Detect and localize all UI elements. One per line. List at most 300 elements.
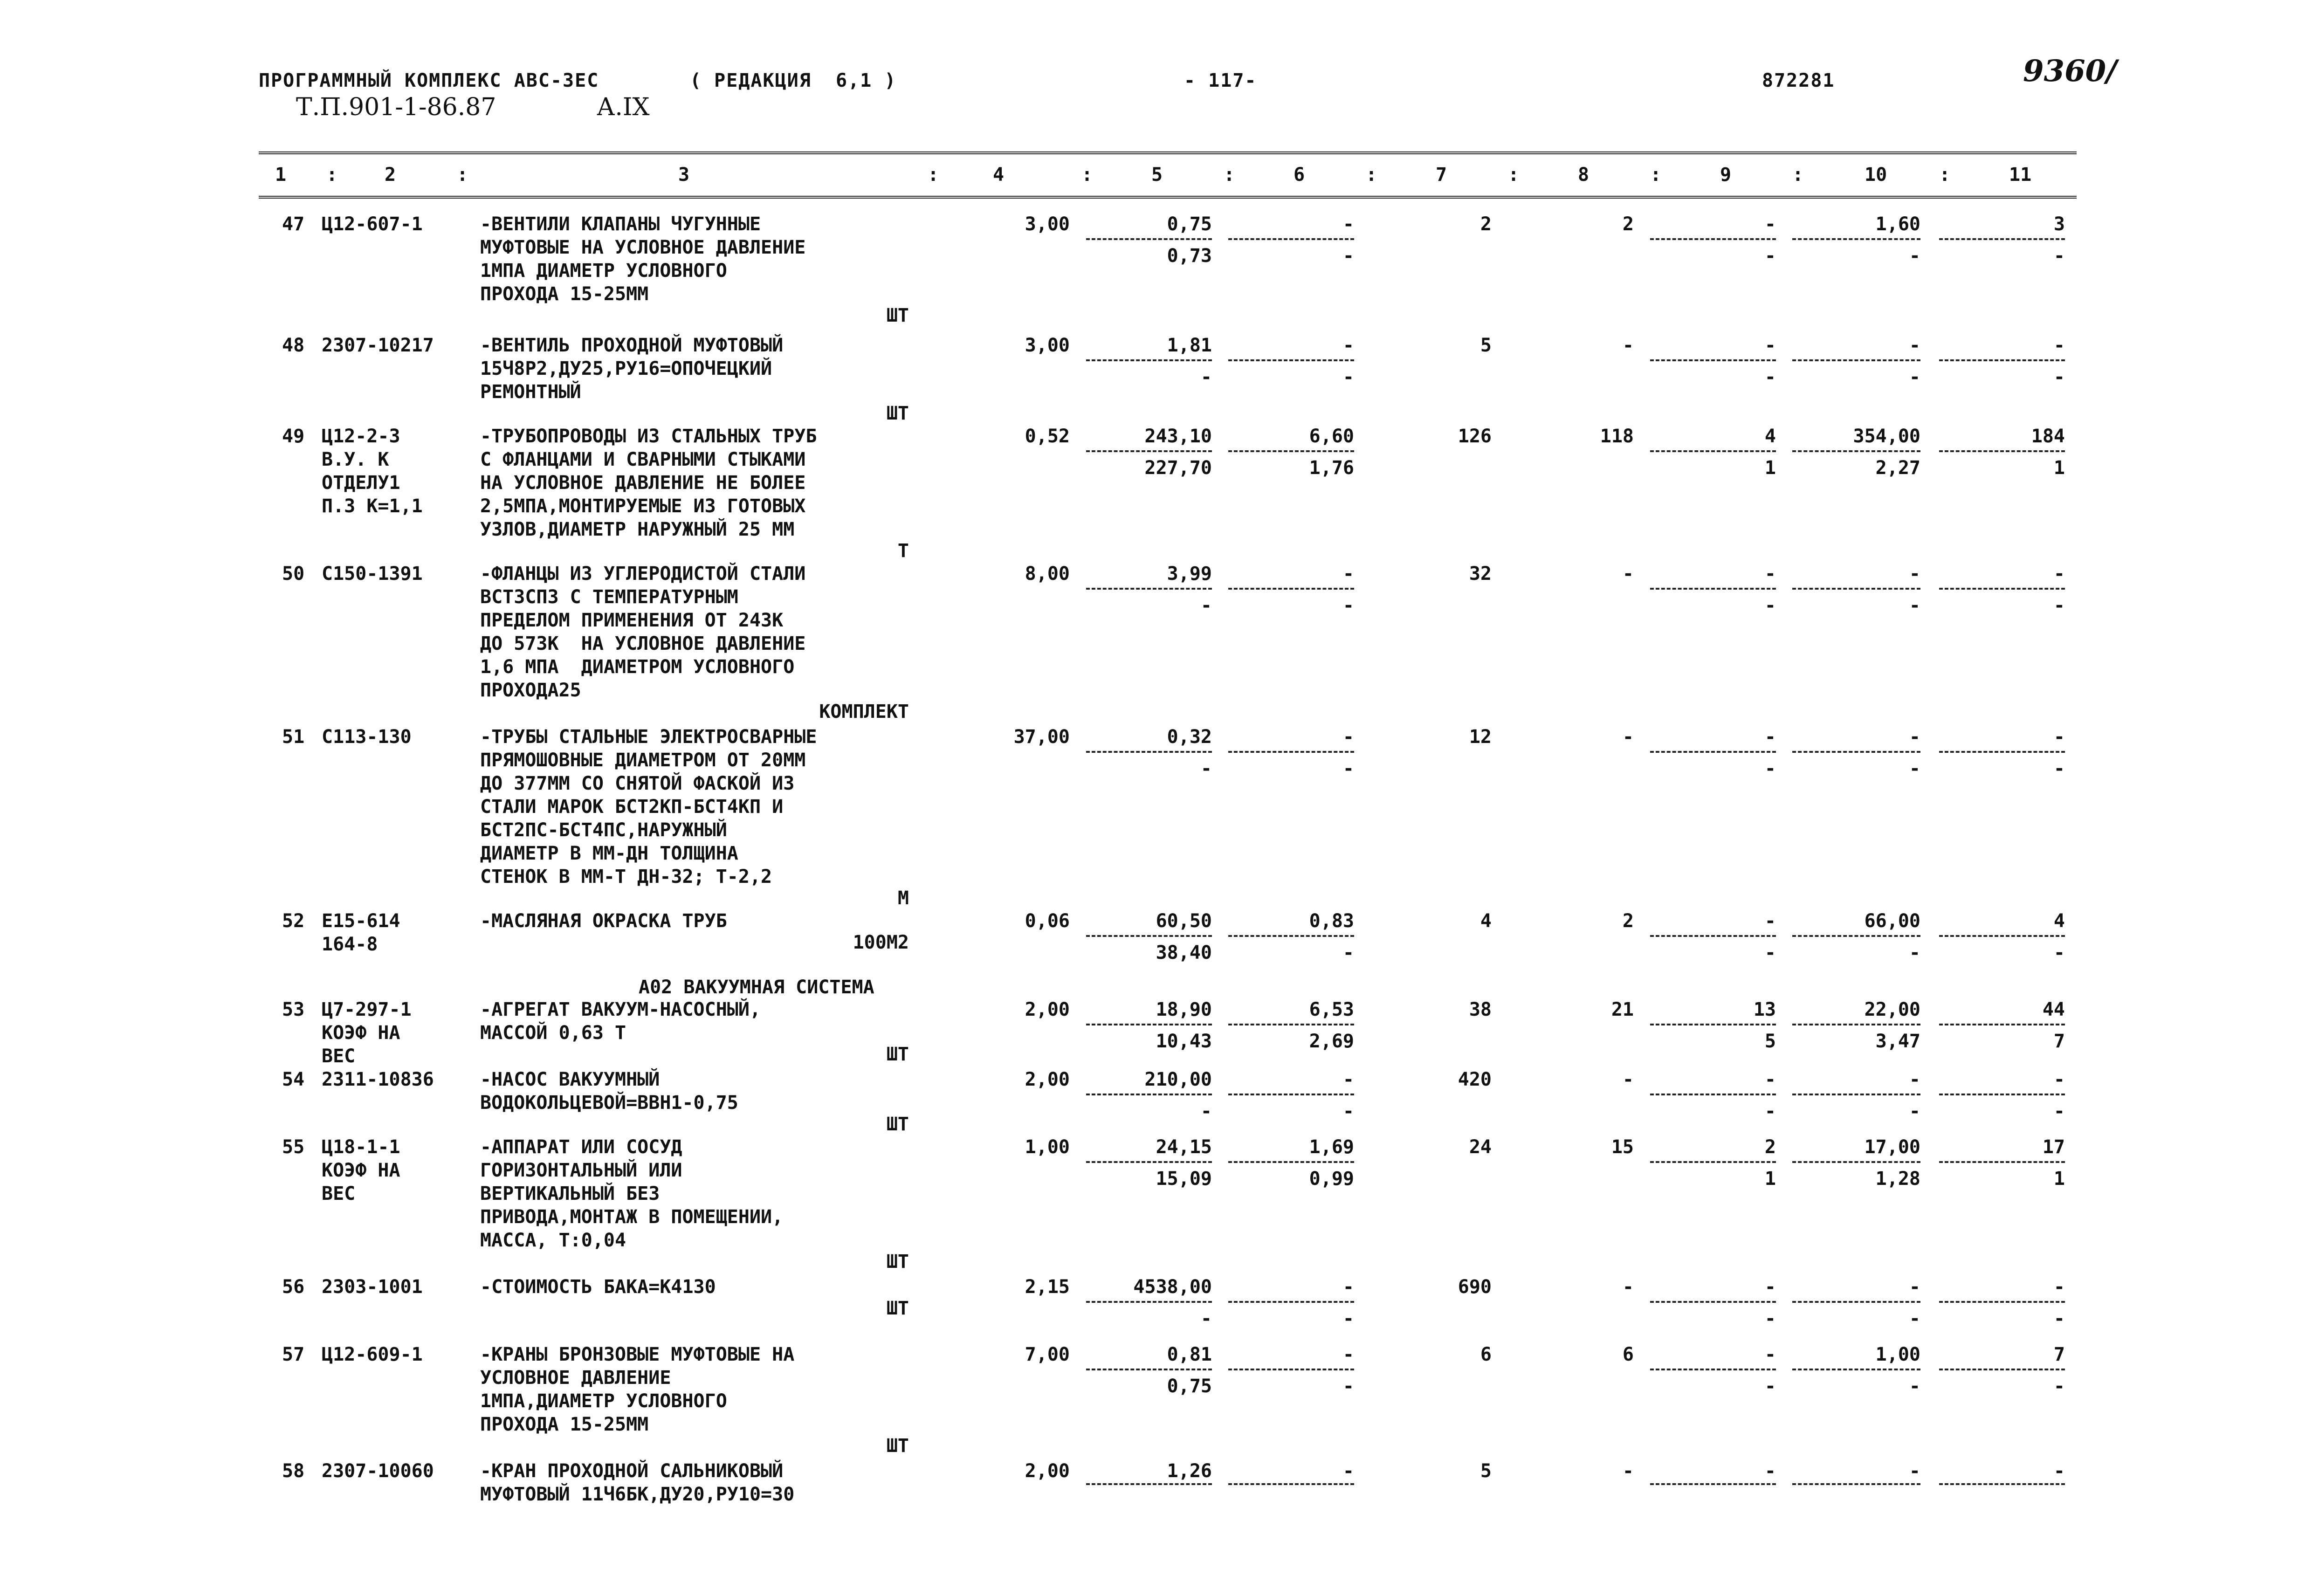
value-col-8: 21 bbox=[1611, 999, 1634, 1020]
sheet-number: 9360/ bbox=[2023, 54, 2117, 89]
value-divider bbox=[1650, 1094, 1776, 1095]
column-separator: : bbox=[1081, 164, 1093, 186]
subvalue-col-5: 10,43 bbox=[1156, 1031, 1212, 1052]
value-divider bbox=[1650, 751, 1776, 753]
subvalue-col-9: - bbox=[1764, 1308, 1776, 1329]
resource-code: Е15-614 bbox=[322, 910, 400, 932]
item-description: 1МПА ДИАМЕТР УСЛОВНОГО bbox=[480, 260, 727, 282]
subvalue-col-10: - bbox=[1909, 1101, 1920, 1122]
item-description: -НАСОС ВАКУУМНЫЙ bbox=[480, 1069, 660, 1090]
item-description: С ФЛАНЦАМИ И СВАРНЫМИ СТЫКАМИ bbox=[480, 449, 806, 470]
value-col-7: 126 bbox=[1458, 426, 1492, 447]
column-separator: : bbox=[457, 164, 468, 186]
subvalue-col-9: - bbox=[1764, 366, 1776, 388]
value-col-6: - bbox=[1342, 1069, 1354, 1090]
subvalue-col-5: - bbox=[1200, 595, 1212, 616]
subvalue-col-11: 1 bbox=[2053, 1168, 2065, 1190]
value-col-10: 66,00 bbox=[1864, 910, 1920, 932]
subvalue-col-6: - bbox=[1342, 758, 1354, 779]
column-separator: : bbox=[1792, 164, 1804, 186]
row-number: 55 bbox=[282, 1136, 305, 1158]
value-divider bbox=[1939, 450, 2065, 452]
value-divider bbox=[1086, 1024, 1212, 1025]
value-divider bbox=[1650, 1161, 1776, 1163]
column-header-11: 11 bbox=[2009, 164, 2032, 186]
value-col-5: 243,10 bbox=[1144, 426, 1212, 447]
value-divider bbox=[1228, 751, 1354, 753]
value-col-9: - bbox=[1764, 1069, 1776, 1090]
item-description: ДО 573К НА УСЛОВНОЕ ДАВЛЕНИЕ bbox=[480, 633, 806, 654]
value-col-4: 2,15 bbox=[1025, 1276, 1070, 1298]
header-top-rule bbox=[259, 151, 2077, 154]
subvalue-col-9: - bbox=[1764, 1376, 1776, 1397]
value-col-5: 4538,00 bbox=[1133, 1276, 1212, 1298]
value-divider bbox=[1939, 1301, 2065, 1303]
value-divider bbox=[1792, 1301, 1920, 1303]
header-bottom-rule bbox=[259, 196, 2077, 199]
value-col-11: 17 bbox=[2042, 1136, 2065, 1158]
item-description: МУФТОВЫЕ НА УСЛОВНОЕ ДАВЛЕНИЕ bbox=[480, 237, 806, 258]
resource-code: 2303-1001 bbox=[322, 1276, 423, 1298]
value-divider bbox=[1650, 1369, 1776, 1370]
value-col-11: - bbox=[2053, 335, 2065, 356]
value-divider bbox=[1228, 238, 1354, 240]
value-col-7: 690 bbox=[1458, 1276, 1492, 1298]
value-col-6: - bbox=[1342, 213, 1354, 235]
value-divider bbox=[1228, 1161, 1354, 1163]
value-col-4: 0,06 bbox=[1025, 910, 1070, 932]
subvalue-col-6: - bbox=[1342, 245, 1354, 267]
row-number: 57 bbox=[282, 1344, 305, 1365]
item-description: ГОРИЗОНТАЛЬНЫЙ ИЛИ bbox=[480, 1160, 682, 1181]
item-description: ПРЕДЕЛОМ ПРИМЕНЕНИЯ ОТ 243К bbox=[480, 610, 784, 631]
value-col-11: - bbox=[2053, 1276, 2065, 1298]
unit-of-measure: ШТ bbox=[886, 1114, 909, 1135]
subvalue-col-11: 1 bbox=[2053, 457, 2065, 479]
unit-of-measure: КОМПЛЕКТ bbox=[819, 701, 909, 722]
project-code: Т.П.901-1-86.87 bbox=[296, 93, 496, 121]
value-col-9: 4 bbox=[1764, 426, 1776, 447]
value-col-5: 0,81 bbox=[1167, 1344, 1212, 1365]
subvalue-col-10: 1,28 bbox=[1875, 1168, 1920, 1190]
unit-of-measure: ШТ bbox=[886, 1435, 909, 1457]
value-col-6: 1,69 bbox=[1309, 1136, 1354, 1158]
value-col-6: - bbox=[1342, 563, 1354, 585]
value-col-10: 1,00 bbox=[1875, 1344, 1920, 1365]
resource-code: П.3 К=1,1 bbox=[322, 495, 423, 517]
value-divider bbox=[1650, 1024, 1776, 1025]
value-col-9: - bbox=[1764, 1460, 1776, 1482]
value-divider bbox=[1792, 588, 1920, 590]
value-col-5: 0,75 bbox=[1167, 213, 1212, 235]
item-description: 15Ч8Р2,ДУ25,РУ16=ОПОЧЕЦКИЙ bbox=[480, 358, 772, 379]
value-col-11: 44 bbox=[2042, 999, 2065, 1020]
subvalue-col-6: - bbox=[1342, 595, 1354, 616]
unit-of-measure: М bbox=[897, 887, 909, 909]
value-col-10: - bbox=[1909, 563, 1920, 585]
value-divider bbox=[1792, 1024, 1920, 1025]
value-col-11: 184 bbox=[2031, 426, 2065, 447]
subvalue-col-9: 1 bbox=[1764, 1168, 1776, 1190]
value-col-9: - bbox=[1764, 563, 1776, 585]
resource-code: Ц12-2-3 bbox=[322, 426, 400, 447]
value-col-11: - bbox=[2053, 726, 2065, 748]
subvalue-col-11: - bbox=[2053, 1308, 2065, 1329]
value-col-7: 4 bbox=[1480, 910, 1492, 932]
value-divider bbox=[1650, 935, 1776, 937]
value-divider bbox=[1792, 751, 1920, 753]
item-description: УЗЛОВ,ДИАМЕТР НАРУЖНЫЙ 25 ММ bbox=[480, 519, 795, 540]
value-col-9: - bbox=[1764, 213, 1776, 235]
value-divider bbox=[1939, 588, 2065, 590]
row-number: 56 bbox=[282, 1276, 305, 1298]
value-col-11: - bbox=[2053, 563, 2065, 585]
value-col-4: 2,00 bbox=[1025, 1460, 1070, 1482]
value-divider bbox=[1792, 935, 1920, 937]
subvalue-col-5: - bbox=[1200, 1308, 1212, 1329]
column-separator: : bbox=[1224, 164, 1235, 186]
value-col-5: 60,50 bbox=[1156, 910, 1212, 932]
value-divider bbox=[1939, 1161, 2065, 1163]
value-col-4: 1,00 bbox=[1025, 1136, 1070, 1158]
value-col-10: 354,00 bbox=[1853, 426, 1920, 447]
item-description: ВЕРТИКАЛЬНЫЙ БЕЗ bbox=[480, 1183, 660, 1204]
value-divider bbox=[1086, 1483, 1212, 1485]
value-col-6: 0,83 bbox=[1309, 910, 1354, 932]
value-divider bbox=[1792, 1483, 1920, 1485]
column-header-1: 1 bbox=[275, 164, 287, 186]
subvalue-col-6: 2,69 bbox=[1309, 1031, 1354, 1052]
item-description: ДИАМЕТР В ММ-ДН ТОЛЩИНА bbox=[480, 843, 738, 864]
value-divider bbox=[1792, 450, 1920, 452]
value-divider bbox=[1939, 359, 2065, 361]
item-description: ПРОХОДА25 bbox=[480, 680, 581, 701]
unit-of-measure: ШТ bbox=[886, 1044, 909, 1065]
value-divider bbox=[1086, 1369, 1212, 1370]
subvalue-col-6: - bbox=[1342, 1308, 1354, 1329]
resource-code: ВЕС bbox=[322, 1183, 356, 1204]
value-col-5: 3,99 bbox=[1167, 563, 1212, 585]
resource-code: КОЭФ НА bbox=[322, 1022, 400, 1044]
subvalue-col-11: - bbox=[2053, 366, 2065, 388]
item-description: -МАСЛЯНАЯ ОКРАСКА ТРУБ bbox=[480, 910, 727, 932]
value-col-10: - bbox=[1909, 1069, 1920, 1090]
value-divider bbox=[1792, 359, 1920, 361]
value-col-8: - bbox=[1622, 1460, 1634, 1482]
resource-code: С113-130 bbox=[322, 726, 412, 748]
value-col-6: - bbox=[1342, 726, 1354, 748]
item-description: БСТ2ПС-БСТ4ПС,НАРУЖНЫЙ bbox=[480, 819, 727, 841]
value-col-8: - bbox=[1622, 1069, 1634, 1090]
value-divider bbox=[1228, 359, 1354, 361]
value-col-4: 8,00 bbox=[1025, 563, 1070, 585]
value-divider bbox=[1228, 1369, 1354, 1370]
item-description: НА УСЛОВНОЕ ДАВЛЕНИЕ НЕ БОЛЕЕ bbox=[480, 472, 806, 494]
column-separator: : bbox=[1508, 164, 1520, 186]
item-description: СТАЛИ МАРОК БСТ2КП-БСТ4КП И bbox=[480, 796, 784, 818]
value-col-5: 0,32 bbox=[1167, 726, 1212, 748]
value-col-9: - bbox=[1764, 726, 1776, 748]
value-col-5: 24,15 bbox=[1156, 1136, 1212, 1158]
value-col-10: 22,00 bbox=[1864, 999, 1920, 1020]
value-col-10: - bbox=[1909, 1460, 1920, 1482]
value-col-7: 12 bbox=[1469, 726, 1492, 748]
value-divider bbox=[1086, 1161, 1212, 1163]
subvalue-col-11: - bbox=[2053, 595, 2065, 616]
item-description: -КРАНЫ БРОНЗОВЫЕ МУФТОВЫЕ НА bbox=[480, 1344, 795, 1365]
column-separator: : bbox=[1366, 164, 1377, 186]
subvalue-col-6: 0,99 bbox=[1309, 1168, 1354, 1190]
value-col-6: 6,60 bbox=[1309, 426, 1354, 447]
item-description: МУФТОВЫЙ 11Ч6БК,ДУ20,РУ10=30 bbox=[480, 1484, 795, 1505]
row-number: 52 bbox=[282, 910, 305, 932]
resource-code: Ц7-297-1 bbox=[322, 999, 412, 1020]
album-code: А.IX bbox=[597, 93, 650, 121]
value-col-8: 2 bbox=[1622, 910, 1634, 932]
value-col-7: 38 bbox=[1469, 999, 1492, 1020]
unit-of-measure: ШТ bbox=[886, 305, 909, 326]
column-header-5: 5 bbox=[1151, 164, 1163, 186]
value-col-7: 2 bbox=[1480, 213, 1492, 235]
resource-code: Ц12-607-1 bbox=[322, 213, 423, 235]
value-divider bbox=[1228, 588, 1354, 590]
value-divider bbox=[1650, 238, 1776, 240]
item-description: ДО 377ММ СО СНЯТОЙ ФАСКОЙ ИЗ bbox=[480, 773, 795, 794]
item-description: -АППАРАТ ИЛИ СОСУД bbox=[480, 1136, 682, 1158]
value-col-7: 420 bbox=[1458, 1069, 1492, 1090]
value-col-8: - bbox=[1622, 1276, 1634, 1298]
subvalue-col-5: 38,40 bbox=[1156, 942, 1212, 963]
column-separator: : bbox=[1939, 164, 1951, 186]
item-description: -ТРУБЫ СТАЛЬНЫЕ ЭЛЕКТРОСВАРНЫЕ bbox=[480, 726, 817, 748]
subvalue-col-11: 7 bbox=[2053, 1031, 2065, 1052]
item-description: ПРОХОДА 15-25ММ bbox=[480, 283, 649, 305]
subvalue-col-9: - bbox=[1764, 758, 1776, 779]
value-col-11: 4 bbox=[2053, 910, 2065, 932]
value-col-4: 37,00 bbox=[1013, 726, 1070, 748]
column-header-6: 6 bbox=[1294, 164, 1305, 186]
value-col-10: 17,00 bbox=[1864, 1136, 1920, 1158]
subvalue-col-9: - bbox=[1764, 942, 1776, 963]
item-description: -ФЛАНЦЫ ИЗ УГЛЕРОДИСТОЙ СТАЛИ bbox=[480, 563, 806, 585]
value-col-8: - bbox=[1622, 563, 1634, 585]
item-description: -ТРУБОПРОВОДЫ ИЗ СТАЛЬНЫХ ТРУБ bbox=[480, 426, 817, 447]
value-col-10: - bbox=[1909, 726, 1920, 748]
subvalue-col-5: - bbox=[1200, 366, 1212, 388]
value-col-5: 210,00 bbox=[1144, 1069, 1212, 1090]
column-header-10: 10 bbox=[1865, 164, 1887, 186]
value-col-6: - bbox=[1342, 1276, 1354, 1298]
resource-code: 2307-10217 bbox=[322, 335, 434, 356]
row-number: 50 bbox=[282, 563, 305, 585]
column-header-7: 7 bbox=[1436, 164, 1447, 186]
resource-code: ОТДЕЛУ1 bbox=[322, 472, 400, 494]
item-description: -СТОИМОСТЬ БАКА=К4130 bbox=[480, 1276, 716, 1298]
subvalue-col-10: - bbox=[1909, 366, 1920, 388]
item-description: ВОДОКОЛЬЦЕВОЙ=ВВН1-0,75 bbox=[480, 1092, 738, 1114]
value-divider bbox=[1939, 935, 2065, 937]
item-description: ПРИВОДА,МОНТАЖ В ПОМЕЩЕНИИ, bbox=[480, 1206, 784, 1228]
resource-code: Ц12-609-1 bbox=[322, 1344, 423, 1365]
value-divider bbox=[1650, 1301, 1776, 1303]
value-col-4: 3,00 bbox=[1025, 335, 1070, 356]
subvalue-col-10: - bbox=[1909, 942, 1920, 963]
value-divider bbox=[1086, 751, 1212, 753]
value-divider bbox=[1939, 1024, 2065, 1025]
column-separator: : bbox=[326, 164, 338, 186]
value-divider bbox=[1650, 359, 1776, 361]
value-divider bbox=[1650, 1483, 1776, 1485]
value-col-9: - bbox=[1764, 910, 1776, 932]
subvalue-col-6: 1,76 bbox=[1309, 457, 1354, 479]
subvalue-col-5: - bbox=[1200, 758, 1212, 779]
item-description: 1,6 МПА ДИАМЕТРОМ УСЛОВНОГО bbox=[480, 656, 795, 678]
subvalue-col-9: 5 bbox=[1764, 1031, 1776, 1052]
value-col-9: - bbox=[1764, 1276, 1776, 1298]
row-number: 48 bbox=[282, 335, 305, 356]
value-col-9: - bbox=[1764, 335, 1776, 356]
value-col-7: 32 bbox=[1469, 563, 1492, 585]
value-col-8: 118 bbox=[1600, 426, 1634, 447]
item-description: -ВЕНТИЛЬ ПРОХОДНОЙ МУФТОВЫЙ bbox=[480, 335, 784, 356]
value-col-9: - bbox=[1764, 1344, 1776, 1365]
item-description: МАССА, Т:0,04 bbox=[480, 1230, 626, 1251]
resource-code: С150-1391 bbox=[322, 563, 423, 585]
item-description: ПРОХОДА 15-25ММ bbox=[480, 1414, 649, 1435]
value-col-7: 6 bbox=[1480, 1344, 1492, 1365]
subvalue-col-6: - bbox=[1342, 366, 1354, 388]
subvalue-col-10: - bbox=[1909, 1376, 1920, 1397]
value-divider bbox=[1792, 1094, 1920, 1095]
item-description: УСЛОВНОЕ ДАВЛЕНИЕ bbox=[480, 1367, 671, 1389]
value-col-4: 3,00 bbox=[1025, 213, 1070, 235]
value-col-7: 5 bbox=[1480, 335, 1492, 356]
subvalue-col-10: - bbox=[1909, 245, 1920, 267]
value-divider bbox=[1650, 450, 1776, 452]
value-divider bbox=[1228, 1024, 1354, 1025]
value-col-11: - bbox=[2053, 1069, 2065, 1090]
subvalue-col-11: - bbox=[2053, 1101, 2065, 1122]
item-description: МАССОЙ 0,63 Т bbox=[480, 1022, 626, 1044]
value-divider bbox=[1939, 1094, 2065, 1095]
value-col-5: 18,90 bbox=[1156, 999, 1212, 1020]
resource-code: 2311-10836 bbox=[322, 1069, 434, 1090]
unit-of-measure: ШТ bbox=[886, 1298, 909, 1319]
subvalue-col-9: - bbox=[1764, 595, 1776, 616]
subvalue-col-11: - bbox=[2053, 758, 2065, 779]
item-description: РЕМОНТНЫЙ bbox=[480, 381, 581, 403]
subvalue-col-10: - bbox=[1909, 758, 1920, 779]
edition-label: ( РЕДАКЦИЯ 6,1 ) bbox=[690, 70, 897, 91]
value-divider bbox=[1939, 1483, 2065, 1485]
subvalue-col-10: - bbox=[1909, 1308, 1920, 1329]
subvalue-col-5: 15,09 bbox=[1156, 1168, 1212, 1190]
unit-of-measure: Т bbox=[897, 540, 909, 562]
row-number: 49 bbox=[282, 426, 305, 447]
value-divider bbox=[1086, 359, 1212, 361]
item-description: -КРАН ПРОХОДНОЙ САЛЬНИКОВЫЙ bbox=[480, 1460, 784, 1482]
subvalue-col-9: - bbox=[1764, 245, 1776, 267]
subvalue-col-10: - bbox=[1909, 595, 1920, 616]
value-divider bbox=[1228, 450, 1354, 452]
value-col-8: 15 bbox=[1611, 1136, 1634, 1158]
row-number: 54 bbox=[282, 1069, 305, 1090]
resource-code: 164-8 bbox=[322, 934, 378, 955]
unit-of-measure: 100М2 bbox=[853, 932, 909, 953]
subvalue-col-10: 3,47 bbox=[1875, 1031, 1920, 1052]
value-col-6: - bbox=[1342, 335, 1354, 356]
value-divider bbox=[1792, 238, 1920, 240]
value-divider bbox=[1939, 1369, 2065, 1370]
subvalue-col-9: 1 bbox=[1764, 457, 1776, 479]
unit-of-measure: ШТ bbox=[886, 1251, 909, 1273]
value-col-4: 0,52 bbox=[1025, 426, 1070, 447]
value-divider bbox=[1228, 935, 1354, 937]
row-number: 53 bbox=[282, 999, 305, 1020]
row-number: 47 bbox=[282, 213, 305, 235]
value-col-8: - bbox=[1622, 726, 1634, 748]
value-col-11: 3 bbox=[2053, 213, 2065, 235]
subvalue-col-5: 0,73 bbox=[1167, 245, 1212, 267]
item-description: 2,5МПА,МОНТИРУЕМЫЕ ИЗ ГОТОВЫХ bbox=[480, 495, 806, 517]
item-description: -ВЕНТИЛИ КЛАПАНЫ ЧУГУННЫЕ bbox=[480, 213, 761, 235]
item-description: ВСТ3СП3 С ТЕМПЕРАТУРНЫМ bbox=[480, 586, 738, 608]
section-title: А02 ВАКУУМНАЯ СИСТЕМА bbox=[639, 977, 874, 998]
subvalue-col-11: - bbox=[2053, 1376, 2065, 1397]
value-col-4: 7,00 bbox=[1025, 1344, 1070, 1365]
value-col-6: 6,53 bbox=[1309, 999, 1354, 1020]
subvalue-col-6: - bbox=[1342, 1376, 1354, 1397]
subvalue-col-11: - bbox=[2053, 245, 2065, 267]
subvalue-col-6: - bbox=[1342, 1101, 1354, 1122]
value-divider bbox=[1228, 1483, 1354, 1485]
value-col-9: 2 bbox=[1764, 1136, 1776, 1158]
value-col-5: 1,26 bbox=[1167, 1460, 1212, 1482]
value-col-6: - bbox=[1342, 1460, 1354, 1482]
value-col-8: 6 bbox=[1622, 1344, 1634, 1365]
value-divider bbox=[1650, 588, 1776, 590]
value-col-10: 1,60 bbox=[1875, 213, 1920, 235]
value-divider bbox=[1228, 1301, 1354, 1303]
column-header-2: 2 bbox=[385, 164, 396, 186]
subvalue-col-5: 227,70 bbox=[1144, 457, 1212, 479]
value-divider bbox=[1792, 1369, 1920, 1370]
resource-code: В.У. К bbox=[322, 449, 389, 470]
subvalue-col-5: 0,75 bbox=[1167, 1376, 1212, 1397]
subvalue-col-10: 2,27 bbox=[1875, 457, 1920, 479]
column-header-4: 4 bbox=[993, 164, 1005, 186]
value-divider bbox=[1086, 588, 1212, 590]
item-description: ПРЯМОШОВНЫЕ ДИАМЕТРОМ ОТ 20ММ bbox=[480, 750, 806, 771]
value-col-9: 13 bbox=[1753, 999, 1776, 1020]
resource-code: КОЭФ НА bbox=[322, 1160, 400, 1181]
value-col-10: - bbox=[1909, 1276, 1920, 1298]
document-code: 872281 bbox=[1762, 70, 1835, 91]
page-number: - 117- bbox=[1184, 70, 1257, 91]
subvalue-col-5: - bbox=[1200, 1101, 1212, 1122]
value-col-7: 5 bbox=[1480, 1460, 1492, 1482]
value-col-4: 2,00 bbox=[1025, 999, 1070, 1020]
resource-code: ВЕС bbox=[322, 1046, 356, 1067]
unit-of-measure: ШТ bbox=[886, 403, 909, 424]
value-divider bbox=[1086, 1301, 1212, 1303]
value-divider bbox=[1228, 1094, 1354, 1095]
value-col-10: - bbox=[1909, 335, 1920, 356]
value-col-11: 7 bbox=[2053, 1344, 2065, 1365]
value-col-5: 1,81 bbox=[1167, 335, 1212, 356]
subvalue-col-9: - bbox=[1764, 1101, 1776, 1122]
value-col-4: 2,00 bbox=[1025, 1069, 1070, 1090]
